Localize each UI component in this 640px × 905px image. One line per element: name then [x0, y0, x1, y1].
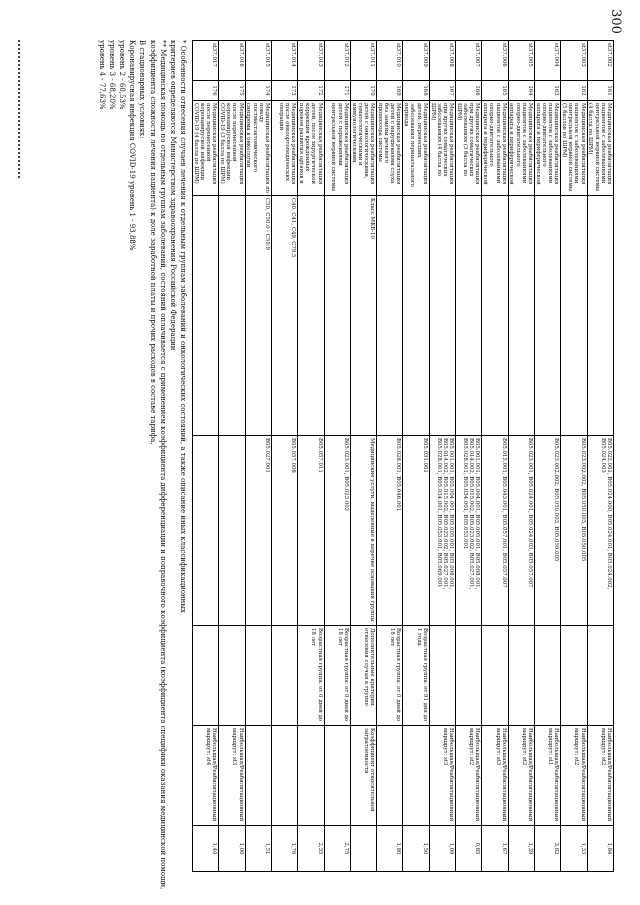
table-row	[324, 41, 350, 871]
table-row	[297, 41, 323, 871]
table-cell-age: Возрастная группа: от 0 дней до 18 лет	[298, 626, 323, 726]
table-cell-coef	[246, 726, 271, 826]
table-cell-age	[482, 626, 507, 726]
table-cell-services: B05.023.002.002, B05.050.003, B05.050.005	[535, 436, 560, 626]
table-cell-code: st37.011	[351, 41, 376, 81]
table-cell-val: 1,84	[606, 842, 612, 855]
table-row	[429, 41, 455, 871]
table-cell-val: 1,76	[290, 842, 297, 855]
table-cell-mkb	[404, 196, 429, 436]
table-cell-num: 174	[246, 81, 271, 101]
table-cell-age	[456, 626, 481, 726]
footnote-line: уровень 2 - 60,53%	[118, 40, 127, 110]
table-cell-code: st37.003	[561, 41, 586, 81]
table-cell-code: st37.004	[535, 41, 560, 81]
table-cell-num: 163	[535, 81, 560, 101]
footnote-line: уровень 4 - 77,63%	[97, 40, 106, 110]
table-cell-name: Медицинская реабилитация детей с нарушениями слуха без замены речевого процессора системы	[377, 101, 402, 196]
table-cell-num: 165	[482, 81, 507, 101]
footnote-line: ** Медицинская помощь по отдельным группам заболеваний, состояний оплачивается с применением коэффициента дифференциации и поправочного коэффициента (коэффициента специфики оказания медицинской помощи,	[158, 40, 167, 890]
table-cell-mkb	[588, 196, 613, 436]
table-cell-services: B05.057.008	[272, 436, 297, 626]
table-cell-services: B05.031.001	[404, 436, 429, 626]
table-cell-mkb: Класс МКБ-10	[351, 196, 376, 436]
table-cell-name: Медицинская реабилитация пациентов с заболеваниями опорно-двигательного аппарата и периферической	[482, 101, 507, 196]
table-cell-val: 1,67	[500, 842, 507, 855]
table-row	[403, 41, 429, 871]
table-row	[508, 41, 534, 871]
table-cell-val: 1,39	[527, 842, 534, 855]
footnote-line: В стационарных условиях:	[138, 40, 147, 139]
table-row	[218, 41, 244, 871]
table-cell-services: B05.057.011	[298, 436, 323, 626]
table-cell-name: Медицинская реабилитация пациентов с заболеваниями центральной нервной системы (5 баллов по ШРМ)	[561, 101, 586, 196]
table-cell-services: B05.028.001, B05.046.001	[377, 436, 402, 626]
table-cell-name: Медицинская реабилитация детей, перенесших заболевания перинатального периода	[404, 101, 429, 196]
table-cell-num: 175	[219, 81, 244, 101]
table-cell-mkb: C50, C50.0 - C50.9	[246, 196, 271, 436]
table-row	[481, 41, 507, 871]
table-cell-val: 2,75	[342, 842, 349, 855]
table-cell-val: 1,40	[211, 842, 218, 855]
table-cell-coef: Наибольшая/Реабилитационный маршрут: st2	[588, 726, 613, 826]
table-cell-num: 176	[193, 81, 218, 101]
table-cell-val: 1,80	[395, 842, 402, 855]
table-row	[455, 41, 481, 871]
table-cell-mkb	[430, 196, 455, 436]
table-cell-num: 171	[325, 81, 350, 101]
table-cell-mkb	[561, 196, 586, 436]
table-cell-coef	[272, 726, 297, 826]
table-cell-name: Медицинская реабилитация детей с поражениями центральной нервной системы	[325, 101, 350, 196]
table-cell-num: 166	[456, 81, 481, 101]
table-cell-coef: Коэффициент относительной затратоемкости	[351, 726, 376, 826]
table-cell-name: Медицинская реабилитация пациентов с заболеваниями центральной нервной системы (4 балла по ШРМ)	[588, 101, 613, 196]
table-cell-coef	[298, 726, 323, 826]
table-cell-code: st37.006	[482, 41, 507, 81]
table-cell-services	[193, 436, 218, 626]
footnote-line: Коронавирусная инфекция COVID-19 уровень 1 - 93,88%	[128, 40, 137, 251]
table-cell-services	[219, 436, 244, 626]
table-cell-num: 173	[272, 81, 297, 101]
table-cell-val: 1,33	[579, 842, 586, 855]
table-cell-code: st37.017	[193, 41, 218, 81]
table-cell-coef: Наибольшая/Реабилитационный маршрут: st1	[535, 726, 560, 826]
table-cell-services: B05.015.001, B05.043.001, B05.057.001, B05.057.007	[482, 436, 507, 626]
table-cell-services: B05.023.001, B05.024.001, B05.024.003, B05.057.007	[509, 436, 534, 626]
table-cell-services: B05.023.002.002, B05.050.003, B05.050.005	[561, 436, 586, 626]
table-cell-name: Медицинская реабилитация по поводу постмастэктомического синдрома в онкологии	[246, 101, 271, 196]
table-row	[193, 41, 218, 871]
table-cell-name: Медицинская реабилитация пациентов с заболеваниями опорно-двигательного аппарата и периферической	[509, 101, 534, 196]
table-cell-age	[509, 626, 534, 726]
table-cell-services: B05.023.001, B05.024.000, B05.024.001, B05.024.002, B05.024.003	[588, 436, 613, 626]
table-cell-code: st37.005	[509, 41, 534, 81]
table-cell-code: st37.014	[272, 41, 297, 81]
table-cell-mkb: C40, C41, C49, C79.5	[272, 196, 297, 436]
table-cell-mkb	[219, 196, 244, 436]
table-cell-name: Медицинская реабилитация пациентов с заболеваниями опорно-двигательного аппарата и периферической	[535, 101, 560, 196]
table-cell-code: st37.002	[588, 41, 613, 81]
table-cell-services: Медицинские услуги, выделенные в перечне оснований группы	[351, 436, 376, 626]
table-cell-name: Медицинская реабилитация после перенесенной коронавирусной инфекции COVID-19 (4 балла по ШРМ)	[193, 101, 218, 196]
table-cell-code: st37.015	[246, 41, 271, 81]
table-cell-code: st37.007	[456, 41, 481, 81]
table-cell-name: Медицинская реабилитация после онкоортопедических операций	[272, 101, 297, 196]
table-cell-age	[561, 626, 586, 726]
handwritten-mark	[18, 40, 20, 180]
table-cell-age: Дополнительные критерии отнесения случая к группе	[351, 626, 376, 726]
table-cell-name: Медицинская реабилитация детей, после хирургической коррекции врожденных пороков развития органов и	[298, 101, 323, 196]
table-cell-services: B05.023.001, B05.023.002	[325, 436, 350, 626]
table-cell-num: 162	[561, 81, 586, 101]
table-cell-val: 1,50	[421, 842, 428, 855]
table-cell-val: 1,09	[448, 842, 455, 855]
page-number: 300	[608, 9, 624, 34]
table-row	[587, 41, 613, 871]
table-cell-coef: Наибольшая/Реабилитационный маршрут: st4	[193, 726, 218, 826]
table-cell-val: 0,85	[474, 842, 481, 855]
table-cell-mkb	[325, 196, 350, 436]
table-cell-coef	[325, 726, 350, 826]
table-cell-mkb	[535, 196, 560, 436]
table-cell-mkb	[298, 196, 323, 436]
footnotes	[97, 40, 188, 890]
table-cell-coef: Наибольшая/Реабилитационный маршрут: st3	[430, 726, 455, 826]
table-cell-code: st37.013	[298, 41, 323, 81]
table-cell-coef: Наибольшая/Реабилитационный маршрут: st3	[482, 726, 507, 826]
table-cell-num: 170	[351, 81, 376, 101]
table-row	[350, 41, 376, 871]
table-cell-services: B05.001.001, B05.004.001, B05.005.001, B05.008.001, B05.014.002, B05.015.002, B05.023.002, B05.027.001, B05.028.001, B05.034.001, B05.053.001	[456, 436, 481, 626]
table-row	[271, 41, 297, 871]
table-row	[245, 41, 271, 871]
tariff-table	[192, 40, 614, 872]
table-cell-services: B05.001.001, B05.004.001, B05.005.001, B05.008.001, B05.014.002, B05.015.002, B05.023.002, B05.027.001, B05.028.001, B05.034.001, B05.053.001, B05.069.001	[430, 436, 455, 626]
table-cell-val: 2,35	[316, 842, 323, 855]
table-cell-coef	[377, 726, 402, 826]
table-cell-coef: Наибольшая/Реабилитационный маршрут: st2	[509, 726, 534, 826]
table-cell-age	[246, 626, 271, 726]
table-cell-num: 169	[377, 81, 402, 101]
table-cell-age	[272, 626, 297, 726]
table-cell-coef: Наибольшая/Реабилитационный маршрут: st2	[456, 726, 481, 826]
table-cell-mkb	[193, 196, 218, 436]
table-cell-coef: Наибольшая/Реабилитационный маршрут: st2	[561, 726, 586, 826]
table-cell-mkb	[456, 196, 481, 436]
table-cell-num: 164	[509, 81, 534, 101]
table-cell-age: Возрастная группа: от 0 дней до 18 лет	[325, 626, 350, 726]
table-cell-age	[588, 626, 613, 726]
table-cell-name: Медицинская реабилитация при других соматических заболеваниях (3 балла по ШРМ)	[456, 101, 481, 196]
footnote-line: коэффициента сложности лечения пациента) к доле заработной платы и прочих расходов в составе тарифа.	[148, 40, 157, 445]
table-cell-age	[535, 626, 560, 726]
table-cell-age	[219, 626, 244, 726]
table-cell-val	[351, 826, 376, 871]
table-cell-age: Возрастная группа: от 91 дня до 1 года	[404, 626, 429, 726]
table-cell-code: st37.008	[430, 41, 455, 81]
table-cell-num: 161	[588, 81, 613, 101]
table-cell-name: Медицинская реабилитация при других соматических заболеваниях (4 балла по ШРМ)	[430, 101, 455, 196]
table-cell-code: st37.009	[404, 41, 429, 81]
table-cell-mkb	[377, 196, 402, 436]
table-cell-name: Медицинская реабилитация детей с онкологическими, гематологическими и иммунологическими	[351, 101, 376, 196]
table-cell-mkb	[482, 196, 507, 436]
footnote-line: * Особенности отнесения случаев лечения к отдельным группам заболеваний и онкологических состояний, а также описание иных классификационных	[179, 40, 187, 613]
table-cell-val: 1,00	[237, 842, 244, 855]
table-cell-code: st37.016	[219, 41, 244, 81]
table-cell-mkb	[509, 196, 534, 436]
footnote-line: критериев определяются Министерством здравоохранения Российской Федерации	[168, 40, 177, 351]
table-cell-name: Медицинская реабилитация после перенесенной коронавирусной инфекции COVID-19 (3 балла по ШРМ)	[219, 101, 244, 196]
table-row	[560, 41, 586, 871]
table-cell-age	[430, 626, 455, 726]
table-cell-val: 1,51	[263, 842, 270, 855]
table-cell-code: st37.012	[325, 41, 350, 81]
table-cell-num: 167	[430, 81, 455, 101]
table-cell-age	[193, 626, 218, 726]
table-cell-services: B05.027.001	[246, 436, 271, 626]
table-cell-age: Возрастная группа: от 0 дней до 18 лет	[377, 626, 402, 726]
table-cell-code: st37.010	[377, 41, 402, 81]
table-row	[534, 41, 560, 871]
table-cell-coef	[404, 726, 429, 826]
footnote-line: уровень 3 - 68,20%	[108, 40, 117, 110]
table-cell-val: 3,82	[553, 842, 560, 855]
table-row	[376, 41, 402, 871]
table-cell-num: 172	[298, 81, 323, 101]
table-cell-num: 168	[404, 81, 429, 101]
table-cell-coef: Наибольшая/Реабилитационный маршрут: st3	[219, 726, 244, 826]
